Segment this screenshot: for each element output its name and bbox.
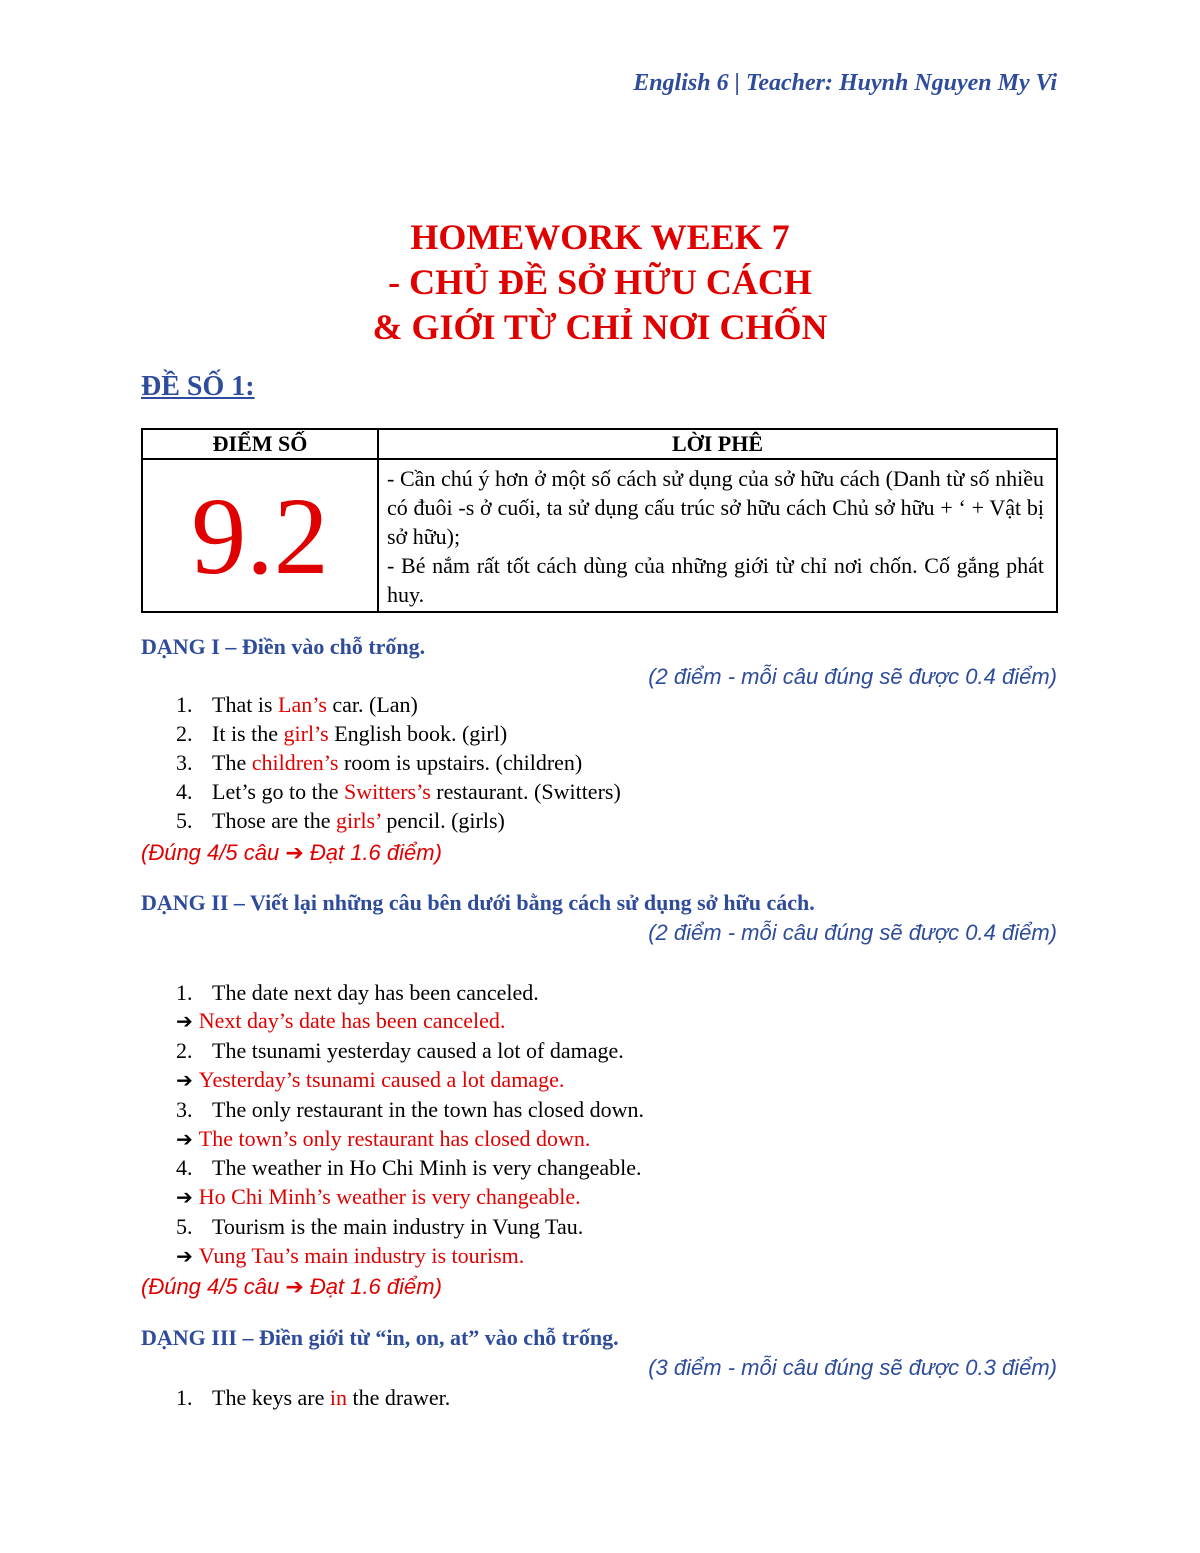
item-answer: girl’s xyxy=(283,721,329,746)
arrow-icon: ➔ xyxy=(176,1068,193,1092)
section-2-points: (2 điểm - mỗi câu đúng sẽ được 0.4 điểm) xyxy=(648,920,1057,945)
item-number: 1. xyxy=(176,980,193,1005)
item-number: 4. xyxy=(176,779,193,804)
section-2-answer xyxy=(176,1008,505,1034)
answer-text: The town’s only restaurant has closed down. xyxy=(198,1126,591,1151)
item-number: 1. xyxy=(176,692,193,717)
section-1-points: (2 điểm - mỗi câu đúng sẽ được 0.4 điểm) xyxy=(648,664,1057,689)
section-3-item xyxy=(176,1385,450,1411)
exam-heading: ĐỀ SỐ 1: xyxy=(141,371,255,402)
section-2-answer xyxy=(176,1126,590,1152)
section-2-answer xyxy=(176,1243,524,1269)
item-text-before: The xyxy=(212,750,252,775)
section-1-heading: DẠNG I – Điền vào chỗ trống. xyxy=(141,634,426,659)
section-1-item xyxy=(176,750,582,776)
arrow-icon: ➔ xyxy=(176,1185,193,1209)
score-table xyxy=(141,428,1058,613)
title-line-2: - CHỦ ĐỀ SỞ HỮU CÁCH xyxy=(388,262,812,302)
item-answer: Switters’s xyxy=(343,779,431,804)
arrow-icon: ➔ xyxy=(285,1274,304,1299)
item-text-after: car. (Lan) xyxy=(326,692,418,717)
answer-text: Yesterday’s tsunami caused a lot damage. xyxy=(198,1067,565,1092)
item-number: 3. xyxy=(176,750,193,775)
item-answer: children’s xyxy=(251,750,339,775)
item-text-before: Let’s go to the xyxy=(212,779,344,804)
item-text-after: English book. (girl) xyxy=(328,721,508,746)
item-number: 2. xyxy=(176,721,193,746)
item-text-before: It is the xyxy=(212,721,284,746)
page-header: English 6 | Teacher: Huynh Nguyen My Vi xyxy=(633,70,1057,96)
item-number: 1. xyxy=(176,1385,193,1410)
section-2-result xyxy=(141,1274,442,1300)
section-2-question xyxy=(176,1097,644,1123)
result-prefix: (Đúng 4/5 câu xyxy=(141,1274,286,1299)
result-suffix: Đạt 1.6 điểm) xyxy=(303,840,442,865)
section-3-points: (3 điểm - mỗi câu đúng sẽ được 0.3 điểm) xyxy=(648,1355,1057,1380)
arrow-icon: ➔ xyxy=(176,1127,193,1151)
item-answer: girls’ xyxy=(336,808,381,833)
result-suffix: Đạt 1.6 điểm) xyxy=(303,1274,442,1299)
item-answer: Lan’s xyxy=(278,692,327,717)
item-text-after: room is upstairs. (children) xyxy=(338,750,583,775)
teacher-comment xyxy=(378,459,1057,612)
item-number: 2. xyxy=(176,1038,193,1063)
question-text: The date next day has been canceled. xyxy=(212,980,539,1005)
question-text: The tsunami yesterday caused a lot of damage. xyxy=(212,1038,624,1063)
item-number: 4. xyxy=(176,1155,193,1180)
answer-text: Next day’s date has been canceled. xyxy=(198,1008,506,1033)
arrow-icon: ➔ xyxy=(176,1244,193,1268)
section-2-question xyxy=(176,1038,624,1064)
item-text-after: restaurant. (Switters) xyxy=(430,779,621,804)
section-1-item xyxy=(176,779,621,805)
section-1-item xyxy=(176,692,418,718)
item-text-after: the drawer. xyxy=(347,1385,451,1410)
score-column-header: ĐIỂM SỐ xyxy=(142,429,378,459)
result-prefix: (Đúng 4/5 câu xyxy=(141,840,286,865)
score-value: 9.2 xyxy=(142,459,378,612)
item-number: 5. xyxy=(176,808,193,833)
section-2-heading: DẠNG II – Viết lại những câu bên dưới bằng cách sử dụng sở hữu cách. xyxy=(141,890,815,915)
section-2-question xyxy=(176,1214,583,1240)
section-2-answer xyxy=(176,1067,564,1093)
item-number: 5. xyxy=(176,1214,193,1239)
section-2-answer xyxy=(176,1184,581,1210)
section-1-item xyxy=(176,721,507,747)
section-1-result xyxy=(141,840,442,866)
comment-line-2: - Bé nắm rất tốt cách dùng của những giới từ chỉ nơi chốn. Cố gắng phát huy. xyxy=(387,553,1044,607)
item-text-after: pencil. (girls) xyxy=(380,808,505,833)
question-text: The only restaurant in the town has closed down. xyxy=(212,1097,644,1122)
title-line-1: HOMEWORK WEEK 7 xyxy=(410,217,790,257)
item-text-before: Those are the xyxy=(212,808,336,833)
document-title xyxy=(0,215,1200,350)
question-text: Tourism is the main industry in Vung Tau. xyxy=(212,1214,584,1239)
item-text-before: The keys are xyxy=(212,1385,330,1410)
section-2-question xyxy=(176,980,539,1006)
item-number: 3. xyxy=(176,1097,193,1122)
item-text-before: That is xyxy=(212,692,278,717)
section-3-heading: DẠNG III – Điền giới từ “in, on, at” vào chỗ trống. xyxy=(141,1325,619,1350)
section-2-question xyxy=(176,1155,641,1181)
item-answer: in xyxy=(329,1385,348,1410)
arrow-icon: ➔ xyxy=(176,1009,193,1033)
arrow-icon: ➔ xyxy=(285,840,304,865)
section-1-item xyxy=(176,808,505,834)
question-text: The weather in Ho Chi Minh is very changeable. xyxy=(212,1155,642,1180)
answer-text: Ho Chi Minh’s weather is very changeable. xyxy=(198,1184,581,1209)
answer-text: Vung Tau’s main industry is tourism. xyxy=(198,1243,525,1268)
comment-line-1: - Cần chú ý hơn ở một số cách sử dụng của sở hữu cách (Danh từ số nhiều có đuôi -s ở cuối, ta sử dụng cấu trúc sở hữu cách Chủ sở hữu + ‘ + Vật bị sở hữu); xyxy=(387,466,1044,549)
comment-column-header: LỜI PHÊ xyxy=(378,429,1057,459)
title-line-3: & GIỚI TỪ CHỈ NƠI CHỐN xyxy=(372,307,828,347)
